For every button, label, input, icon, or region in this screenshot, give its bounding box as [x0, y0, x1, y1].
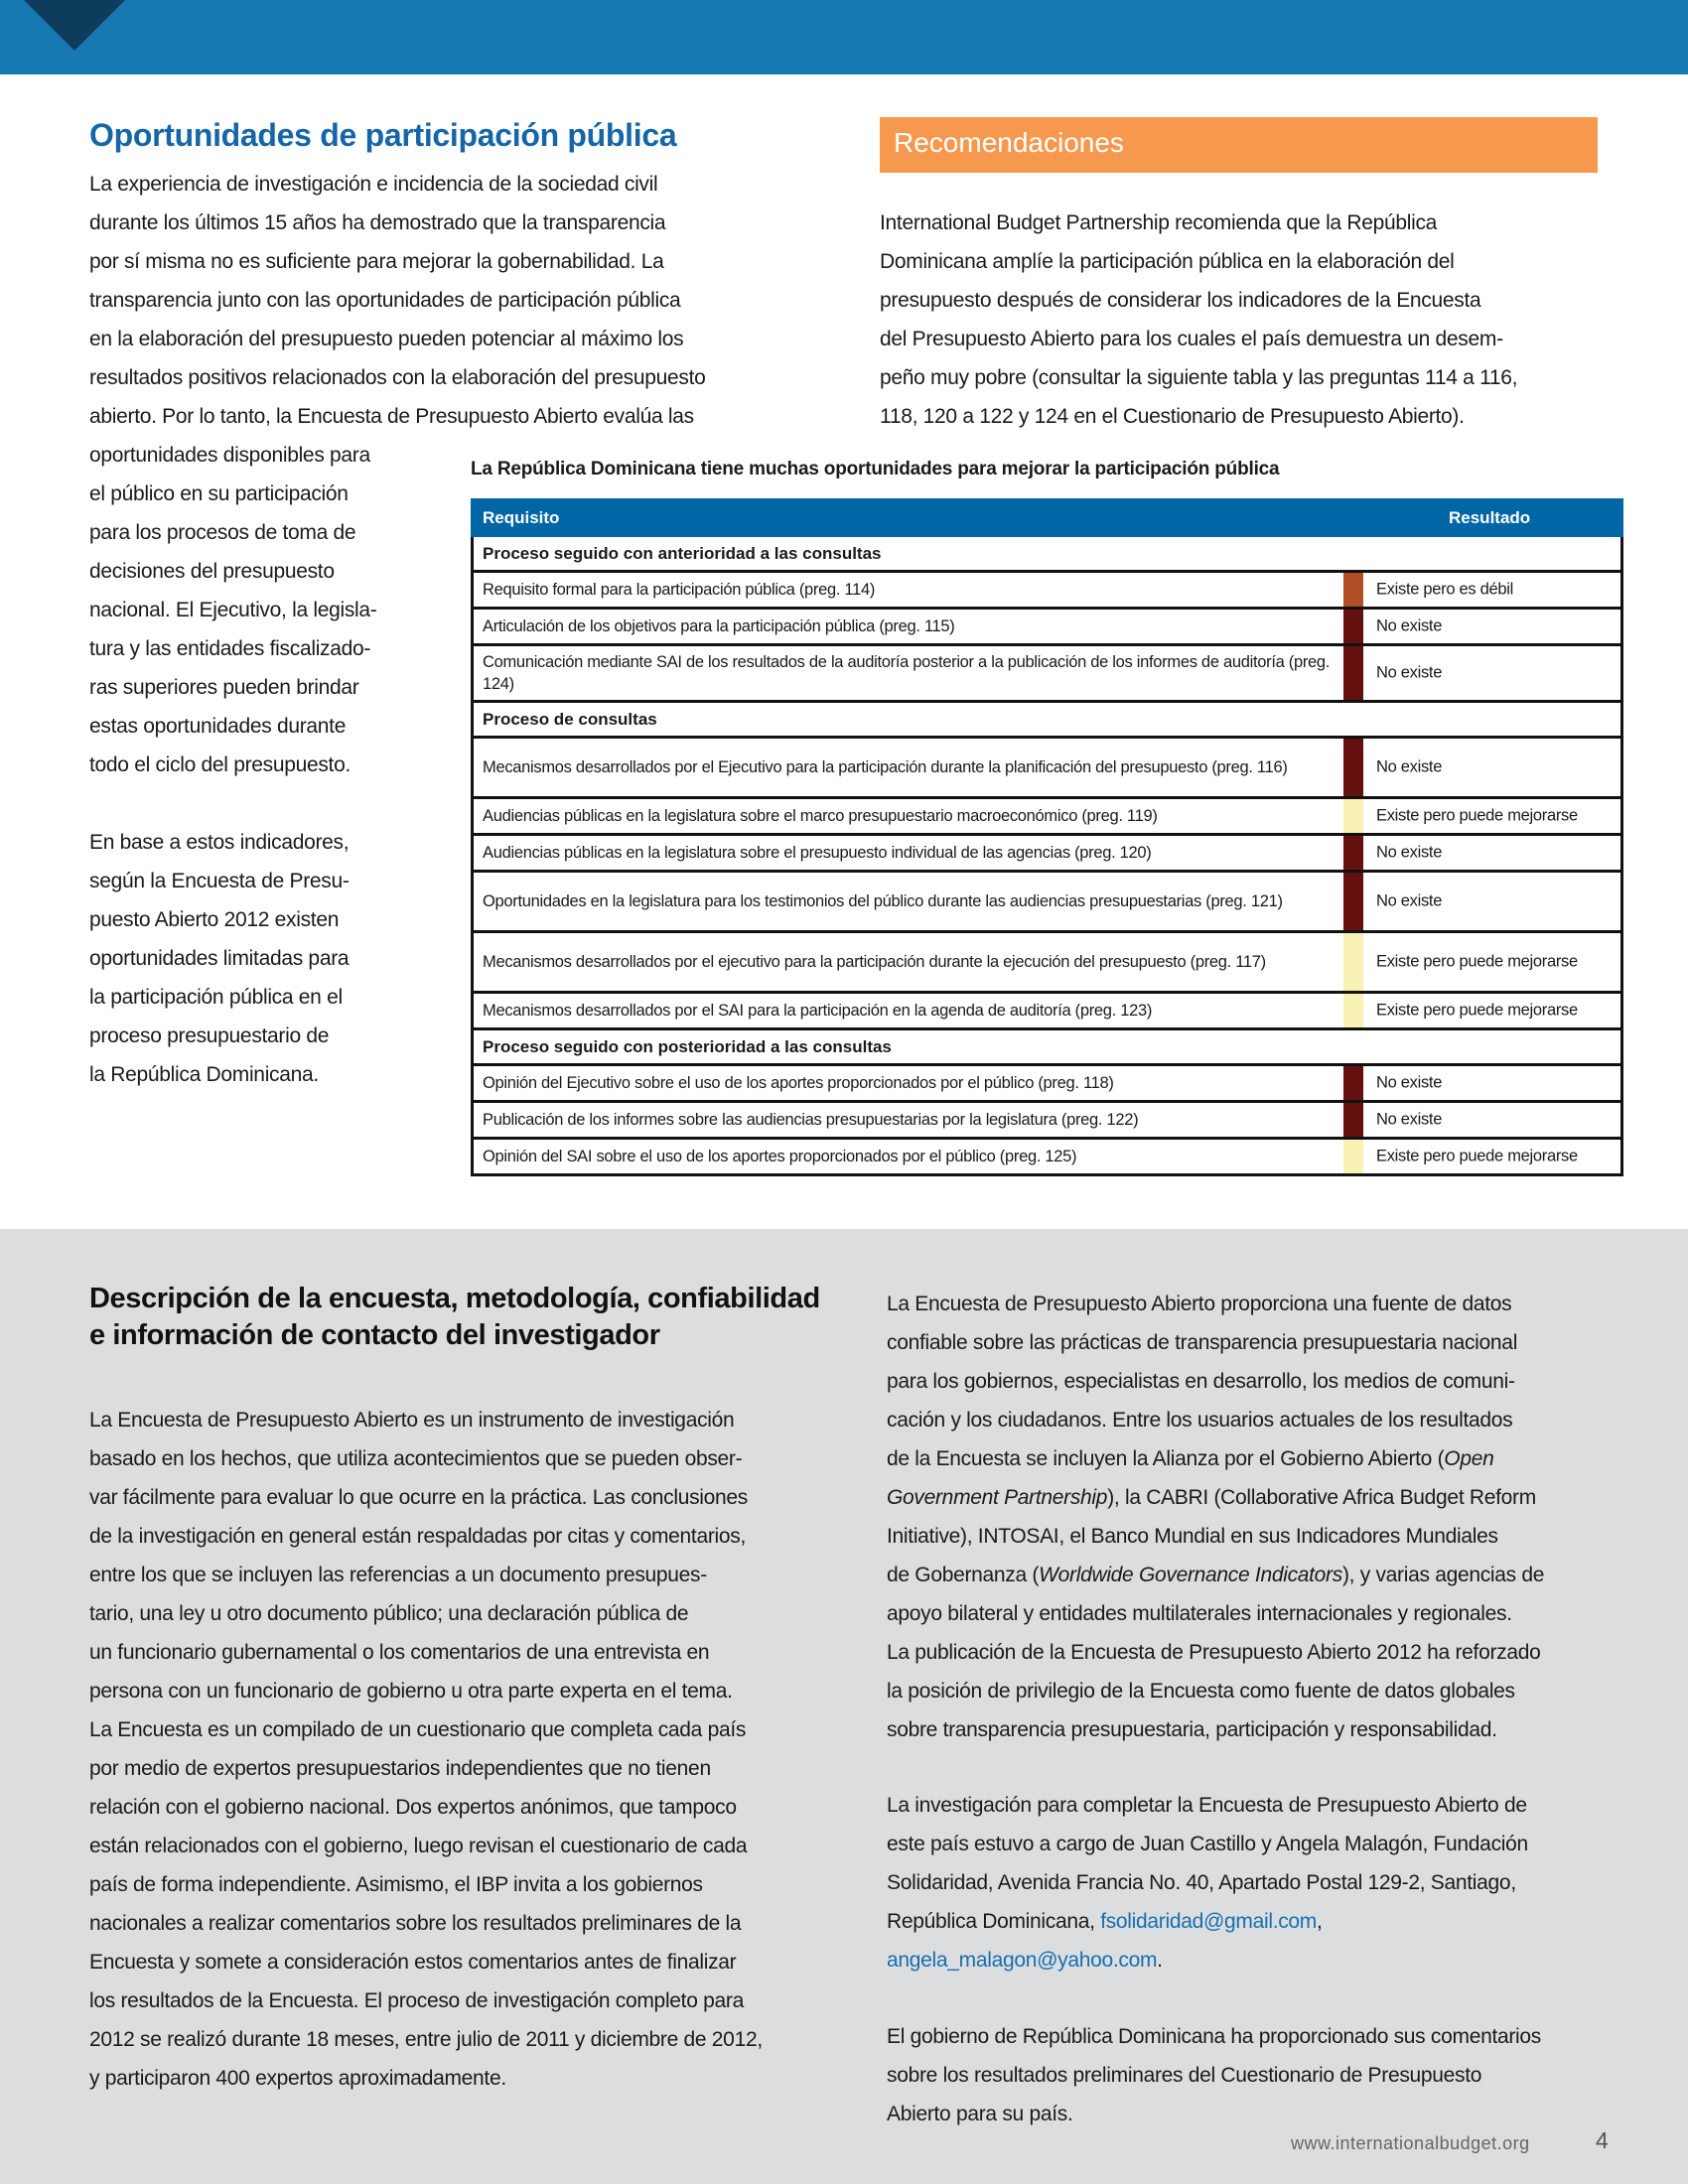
text-line: país de forma independiente. Asimismo, el IBP invita a los gobiernos	[89, 1873, 703, 1896]
email-link-angela-malagon[interactable]: angela_malagon@yahoo.com	[887, 1949, 1158, 1972]
intro-paragraph	[89, 165, 814, 436]
table-row	[474, 1103, 1620, 1140]
text-line: oportunidades disponibles para	[89, 444, 370, 467]
section-title-participation: Oportunidades de participación pública	[89, 117, 677, 153]
text-line: están relacionados con el gobierno, luego revisan el cuestionario de cada	[89, 1835, 748, 1857]
text-line: la participación pública en el	[89, 986, 343, 1009]
text-line: apoyo bilateral y entidades multilaterales internacionales y regionales.	[887, 1602, 1512, 1625]
text-line: tario, una ley u otro documento público; una declaración pública de	[89, 1602, 689, 1625]
requirement-cell: Mecanismos desarrollados por el ejecutivo para la participación durante la ejecución del presupuesto (preg. 117)	[483, 953, 1266, 971]
table-section-header	[474, 703, 1620, 739]
text-line: según la Encuesta de Presu-	[89, 870, 350, 892]
table-section-header	[474, 537, 1620, 573]
requirement-cell: Comunicación mediante SAI de los resultados de la auditoría posterior a la publicación de los informes de auditoría (preg. 124)	[483, 653, 1331, 693]
text-line: La Encuesta de Presupuesto Abierto es un instrumento de investigación	[89, 1409, 735, 1432]
banner-triangle-icon	[24, 0, 125, 51]
status-color-swatch	[1343, 836, 1363, 870]
status-color-swatch	[1343, 573, 1363, 607]
text-line: por medio de expertos presupuestarios independientes que no tienen	[89, 1757, 711, 1780]
text-fragment: .	[1157, 1949, 1163, 1972]
text-line: de la investigación en general están respaldadas por citas y comentarios,	[89, 1525, 747, 1548]
result-cell: Existe pero puede mejorarse	[1376, 1001, 1578, 1020]
status-color-swatch	[1343, 1066, 1363, 1100]
text-line: y participaron 400 expertos aproximadamente.	[89, 2067, 506, 2090]
text-line: del Presupuesto Abierto para los cuales el país demuestra un desem-	[880, 328, 1503, 350]
text-line: sobre transparencia presupuestaria, participación y responsabilidad.	[887, 1718, 1497, 1741]
text-line: abierto. Por lo tanto, la Encuesta de Presupuesto Abierto evalúa las	[89, 405, 694, 428]
text-line: durante los últimos 15 años ha demostrado que la transparencia	[89, 211, 666, 234]
text-line: persona con un funcionario de gobierno u otra parte experta en el tema.	[89, 1680, 733, 1703]
text-line	[887, 1941, 1621, 1979]
text-line: cación y los ciudadanos. Entre los usuarios actuales de los resultados	[887, 1409, 1513, 1432]
text-line: oportunidades limitadas para	[89, 947, 350, 970]
text-line: ras superiores pueden brindar	[89, 676, 359, 699]
text-line: La investigación para completar la Encuesta de Presupuesto Abierto de	[887, 1794, 1527, 1817]
text-line: estas oportunidades durante	[89, 715, 347, 738]
header-resultado: Resultado	[1449, 508, 1531, 527]
page-number: 4	[1596, 2127, 1609, 2153]
table-row	[474, 739, 1620, 799]
result-cell: Existe pero puede mejorarse	[1376, 1147, 1578, 1165]
text-line: por sí misma no es suficiente para mejorar la gobernabilidad. La	[89, 250, 664, 273]
text-line	[887, 1902, 1621, 1941]
text-line: 118, 120 a 122 y 124 en el Cuestionario de Presupuesto Abierto).	[880, 405, 1465, 428]
header-requisito: Requisito	[483, 508, 560, 527]
result-cell: No existe	[1376, 843, 1443, 862]
top-banner	[0, 0, 1688, 74]
result-cell: No existe	[1376, 616, 1443, 635]
result-cell: Existe pero puede mejorarse	[1376, 806, 1578, 825]
recommendations-header	[880, 117, 1598, 173]
result-cell: Existe pero puede mejorarse	[1376, 952, 1578, 971]
text-line: para los procesos de toma de	[89, 521, 356, 544]
researcher-contact-paragraph	[887, 1786, 1621, 1979]
text-fragment: ), y varias agencias de	[1341, 1564, 1545, 1586]
footer-url: www.internationalbudget.org	[1291, 2133, 1530, 2153]
requirement-cell: Requisito formal para la participación pública (preg. 114)	[483, 581, 876, 599]
text-line: peño muy pobre (consultar la siguiente tabla y las preguntas 114 a 116,	[880, 366, 1518, 389]
text-line: Solidaridad, Avenida Francia No. 40, Apartado Postal 129-2, Santiago,	[887, 1871, 1516, 1894]
indicator-summary-paragraph	[89, 823, 437, 1094]
text-line: entre los que se incluyen las referencias a un documento presupues-	[89, 1564, 707, 1586]
text-line: sobre los resultados preliminares del Cuestionario de Presupuesto	[887, 2064, 1482, 2087]
result-cell: No existe	[1376, 1073, 1443, 1092]
text-fragment: de Gobernanza (	[887, 1564, 1040, 1586]
text-line: La Encuesta es un compilado de un cuestionario que completa cada país	[89, 1718, 747, 1741]
text-line: Abierto para su país.	[887, 2103, 1073, 2125]
result-cell: No existe	[1376, 663, 1443, 682]
requirement-cell: Publicación de los informes sobre las audiencias presupuestarias por la legislatura (preg. 122)	[483, 1111, 1139, 1129]
italic-fragment: Government Partnership	[887, 1486, 1108, 1509]
text-fragment: ,	[1317, 1910, 1323, 1933]
status-color-swatch	[1343, 799, 1363, 833]
table-row	[474, 994, 1620, 1030]
text-line: 2012 se realizó durante 18 meses, entre julio de 2011 y diciembre de 2012,	[89, 2028, 763, 2051]
section-label: Proceso de consultas	[483, 710, 657, 729]
text-fragment: ), la CABRI (Collaborative Africa Budget Reform	[1107, 1486, 1536, 1509]
text-line: nacionales a realizar comentarios sobre los resultados preliminares de la	[89, 1912, 742, 1935]
table-row	[474, 646, 1620, 703]
table-header	[471, 498, 1623, 537]
requirement-cell: Mecanismos desarrollados por el SAI para la participación en la agenda de auditoría (preg. 123)	[483, 1002, 1153, 1020]
table-row	[474, 610, 1620, 646]
table-row	[474, 873, 1620, 933]
table-row	[474, 933, 1620, 994]
section-title-methodology: Descripción de la encuesta, metodología, confiabilidad e información de contacto del investigador	[89, 1283, 820, 1351]
result-cell: Existe pero es débil	[1376, 580, 1513, 599]
text-line: nacional. El Ejecutivo, la legisla-	[89, 599, 377, 621]
requirement-cell: Oportunidades en la legislatura para los testimonios del público durante las audiencias presupuestarias (preg. 121)	[483, 892, 1283, 910]
requirement-cell: Opinión del Ejecutivo sobre el uso de los aportes proporcionados por el público (preg. 118)	[483, 1074, 1114, 1092]
text-line: Initiative), INTOSAI, el Banco Mundial en sus Indicadores Mundiales	[887, 1525, 1498, 1548]
italic-fragment: Worldwide Governance Indicators	[1039, 1564, 1342, 1586]
section-label: Proceso seguido con posterioridad a las consultas	[483, 1037, 892, 1056]
text-line: transparencia junto con las oportunidades de participación pública	[89, 289, 681, 312]
text-line: proceso presupuestario de	[89, 1024, 330, 1047]
text-line: los resultados de la Encuesta. El proceso de investigación completo para	[89, 1989, 744, 2012]
text-line: relación con el gobierno nacional. Dos expertos anónimos, que tampoco	[89, 1796, 737, 1819]
text-line: puesto Abierto 2012 existen	[89, 908, 340, 931]
result-cell: No existe	[1376, 1110, 1443, 1129]
table-row	[474, 799, 1620, 836]
table-row	[474, 573, 1620, 610]
text-line	[887, 1556, 1621, 1594]
text-line: este país estuvo a cargo de Juan Castillo y Angela Malagón, Fundación	[887, 1833, 1528, 1855]
text-line: La Encuesta de Presupuesto Abierto proporciona una fuente de datos	[887, 1293, 1512, 1315]
requirement-cell: Audiencias públicas en la legislatura sobre el presupuesto individual de las agencias (preg. 120)	[483, 844, 1152, 862]
participation-table	[471, 498, 1623, 1176]
text-line: decisiones del presupuesto	[89, 560, 335, 583]
recommendations-text	[880, 204, 1615, 436]
requirement-cell: Audiencias públicas en la legislatura sobre el marco presupuestario macroeconómico (preg. 119)	[483, 807, 1158, 825]
text-line: la posición de privilegio de la Encuesta como fuente de datos globales	[887, 1680, 1515, 1703]
text-line: La experiencia de investigación e incidencia de la sociedad civil	[89, 173, 658, 196]
requirement-cell: Opinión del SAI sobre el uso de los aportes proporcionados por el público (preg. 125)	[483, 1148, 1077, 1165]
status-color-swatch	[1343, 1140, 1363, 1173]
text-line: basado en los hechos, que utiliza acontecimientos que se pueden obser-	[89, 1447, 743, 1470]
table-section-header	[474, 1030, 1620, 1066]
text-line: en la elaboración del presupuesto pueden potenciar al máximo los	[89, 328, 684, 350]
result-cell: No existe	[1376, 891, 1443, 910]
text-line: En base a estos indicadores,	[89, 831, 350, 854]
email-link-fsolidaridad[interactable]: fsolidaridad@gmail.com	[1100, 1910, 1317, 1933]
text-line: el público en su participación	[89, 482, 349, 505]
status-color-swatch	[1343, 1103, 1363, 1137]
status-color-swatch	[1343, 873, 1363, 930]
requirement-cell: Articulación de los objetivos para la participación pública (preg. 115)	[483, 617, 955, 635]
status-color-swatch	[1343, 994, 1363, 1027]
text-line: un funcionario gubernamental o los comentarios de una entrevista en	[89, 1641, 710, 1664]
text-line: todo el ciclo del presupuesto.	[89, 753, 352, 776]
status-color-swatch	[1343, 933, 1363, 991]
table-row	[474, 1066, 1620, 1103]
result-cell: No existe	[1376, 757, 1443, 776]
status-color-swatch	[1343, 739, 1363, 796]
text-line: confiable sobre las prácticas de transparencia presupuestaria nacional	[887, 1331, 1518, 1354]
status-color-swatch	[1343, 610, 1363, 643]
requirement-cell: Mecanismos desarrollados por el Ejecutivo para la participación durante la planificación del presupuesto (preg. 116)	[483, 758, 1288, 776]
text-line: Dominicana amplíe la participación pública en la elaboración del	[880, 250, 1455, 273]
text-line: Encuesta y somete a consideración estos comentarios antes de finalizar	[89, 1951, 737, 1974]
methodology-paragraph	[89, 1401, 824, 2098]
text-line: La publicación de la Encuesta de Presupuesto Abierto 2012 ha reforzado	[887, 1641, 1541, 1664]
status-color-swatch	[1343, 646, 1363, 700]
text-line: para los gobiernos, especialistas en desarrollo, los medios de comuni-	[887, 1370, 1515, 1393]
government-comments-paragraph	[887, 2017, 1621, 2133]
survey-users-paragraph	[887, 1285, 1621, 1749]
recommendations-title: Recomendaciones	[894, 127, 1124, 158]
text-line: tura y las entidades fiscalizado-	[89, 637, 371, 660]
text-fragment: República Dominicana,	[887, 1910, 1101, 1933]
italic-fragment: Open	[1444, 1447, 1494, 1470]
text-line: El gobierno de República Dominicana ha proporcionado sus comentarios	[887, 2025, 1542, 2048]
text-line: International Budget Partnership recomienda que la República	[880, 211, 1438, 234]
intro-paragraph-continued	[89, 436, 437, 784]
text-fragment: de la Encuesta se incluyen la Alianza por el Gobierno Abierto (	[887, 1447, 1445, 1470]
text-line: var fácilmente para evaluar lo que ocurre en la práctica. Las conclusiones	[89, 1486, 749, 1509]
text-line	[887, 1478, 1621, 1517]
text-line: la República Dominicana.	[89, 1063, 319, 1086]
text-line	[887, 1439, 1621, 1478]
table-title: La República Dominicana tiene muchas oportunidades para mejorar la participación pública	[471, 459, 1280, 479]
text-line: presupuesto después de considerar los indicadores de la Encuesta	[880, 289, 1481, 312]
text-line: resultados positivos relacionados con la elaboración del presupuesto	[89, 366, 706, 389]
table-row	[474, 1140, 1620, 1173]
section-label: Proceso seguido con anterioridad a las consultas	[483, 544, 882, 563]
table-row	[474, 836, 1620, 873]
